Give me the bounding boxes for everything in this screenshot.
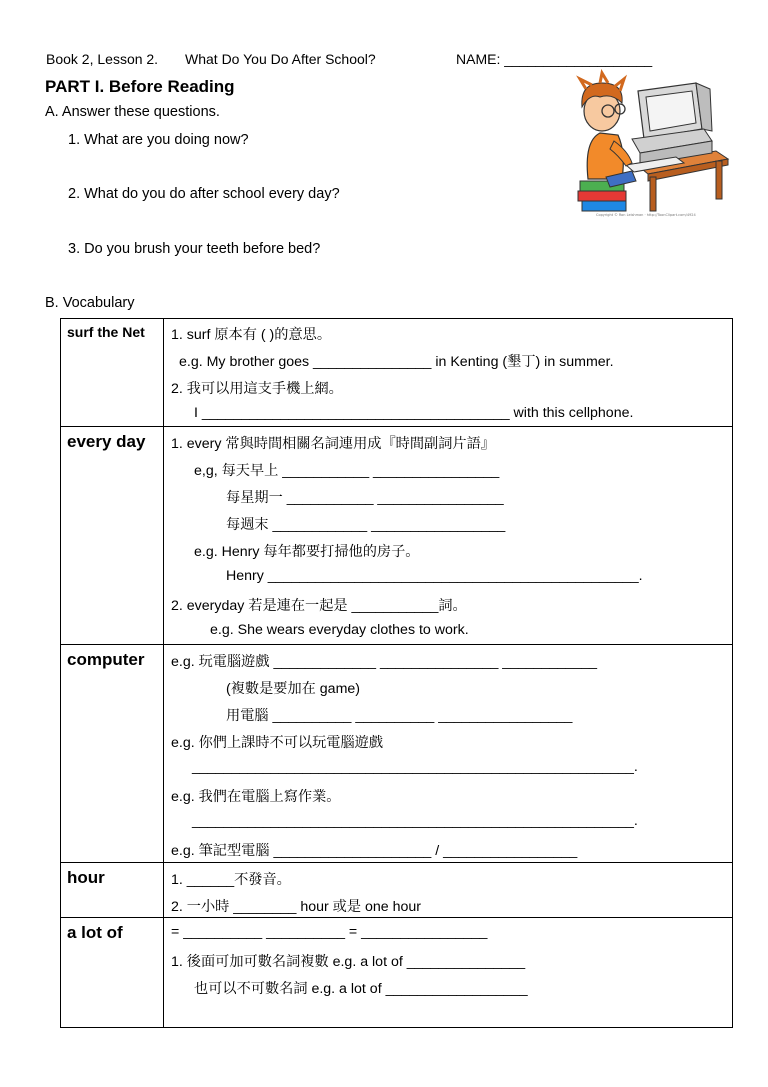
vocab-line: e.g. 玩電腦遊戲 _____________ _______________ ____________ xyxy=(171,654,597,670)
vocab-line: e.g. My brother goes _______________ in Kenting (墾丁) in summer. xyxy=(179,354,614,370)
vocab-line: 也可以不可數名詞 e.g. a lot of __________________ xyxy=(194,981,528,997)
vocab-line: e.g. 你們上課時不可以玩電腦遊戲 xyxy=(171,735,384,751)
vocab-line: ________________________________________________________. xyxy=(192,813,638,829)
vocab-line: e.g. Henry 每年都要打掃他的房子。 xyxy=(194,544,420,560)
vocab-line: 1. surf 原本有 ( )的意思。 xyxy=(171,327,332,343)
vocab-row-a-lot-of xyxy=(61,918,733,1028)
vocab-line: ________________________________________________________. xyxy=(192,759,638,775)
vocab-line: e,g, 每天早上 ___________ ________________ xyxy=(194,463,500,479)
vocab-line: 每週末 ____________ _________________ xyxy=(226,517,506,533)
vocab-line: (複數是要加在 game) xyxy=(226,681,361,697)
vocab-line: 2. 一小時 ________ hour 或是 one hour xyxy=(171,899,422,915)
vocab-line: 1. every 常與時間相關名詞連用成『時間副詞片語』 xyxy=(171,436,495,452)
vocab-line: 用電腦 __________ __________ _________________ xyxy=(226,708,573,724)
part-title: PART I. Before Reading xyxy=(45,77,235,96)
vocab-row-hour xyxy=(61,863,733,918)
name-field[interactable]: NAME: ___________________ xyxy=(456,51,653,67)
lesson-title: What Do You Do After School? xyxy=(185,51,376,67)
vocab-row-every-day xyxy=(61,427,733,645)
vocab-line: 2. everyday 若是連在一起是 ___________詞。 xyxy=(171,598,467,614)
vocab-line: e.g. 我們在電腦上寫作業。 xyxy=(171,789,341,805)
vocab-line: 1. ______不發音。 xyxy=(171,872,291,888)
vocab-line: e.g. 筆記型電腦 ____________________ / _________________ xyxy=(171,843,578,859)
vocab-term: every day xyxy=(67,432,146,451)
vocab-line: I _______________________________________ with this cellphone. xyxy=(194,405,634,421)
vocab-line: 2. 我可以用這支手機上網。 xyxy=(171,381,343,397)
vocabulary-table xyxy=(60,318,733,1028)
vocab-line: Henry _______________________________________________. xyxy=(226,568,643,584)
vocab-line: = __________ __________ = ________________ xyxy=(171,924,488,940)
vocab-line: 1. 後面可加可數名詞複數 e.g. a lot of _______________ xyxy=(171,954,526,970)
question-2: 2. What do you do after school every day? xyxy=(68,186,340,202)
section-b-heading: B. Vocabulary xyxy=(45,295,135,311)
vocab-row-computer xyxy=(61,645,733,863)
vocab-term: computer xyxy=(67,650,145,669)
question-3: 3. Do you brush your teeth before bed? xyxy=(68,241,321,257)
clipart-caption: Copyright © Ron Leishman · http://ToonClipart.com/4924 xyxy=(596,213,696,217)
vocab-line: e.g. She wears everyday clothes to work. xyxy=(210,622,469,638)
section-a-heading: A. Answer these questions. xyxy=(45,104,220,120)
vocab-term: hour xyxy=(67,868,105,887)
vocab-line: 每星期一 ___________ ________________ xyxy=(226,490,504,506)
question-1: 1. What are you doing now? xyxy=(68,132,249,148)
vocab-term: a lot of xyxy=(67,923,123,942)
boy-at-computer-clipart xyxy=(566,69,732,219)
vocab-term: surf the Net xyxy=(67,324,145,340)
lesson-label: Book 2, Lesson 2. xyxy=(46,51,159,67)
vocab-row-surf xyxy=(61,319,733,427)
